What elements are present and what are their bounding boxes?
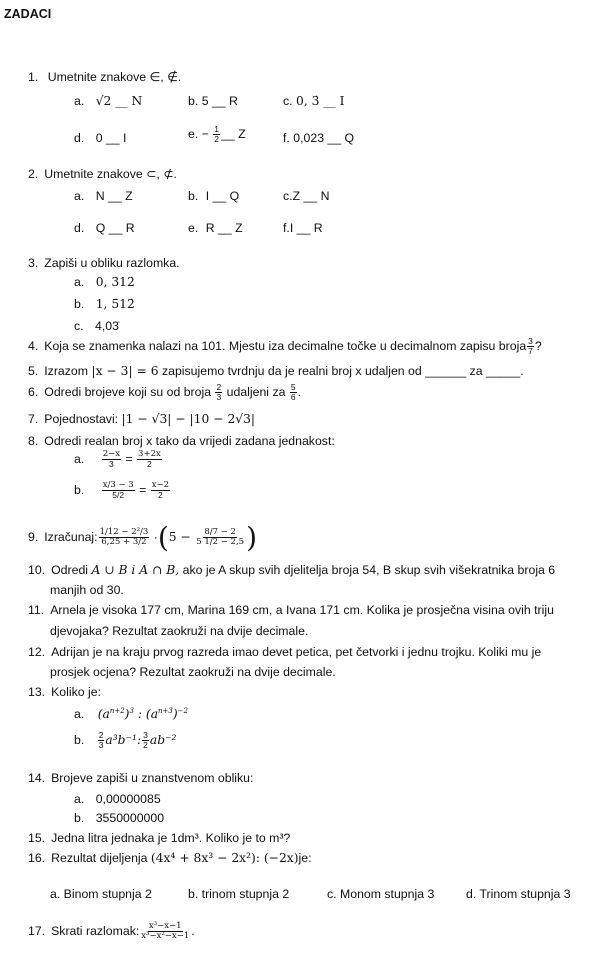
question-text: Umetnite znakove ∈, ∉. bbox=[47, 70, 182, 84]
question-16: 16. Rezultat dijeljenja (4x⁴ + 8x³ − 2x²): (−2x)je: bbox=[28, 851, 312, 865]
q8-option-b: b. $\frac{x/3 - 3}{5/2}$ = $\frac{x-2}{2}$ bbox=[74, 480, 170, 500]
q16-option-b: b. trinom stupnja 2 bbox=[188, 887, 290, 901]
question-2: 2. Umetnite znakove ⊂, ⊄. bbox=[28, 167, 177, 181]
question-10-cont: manjih od 30. bbox=[50, 583, 124, 597]
q2-option-f: f.I __ R bbox=[283, 221, 323, 235]
question-6: 6. Odredi brojeve koji su od broja $\frac{2}{3}$ udaljeni za $\frac{5}{6}$ . bbox=[28, 382, 302, 402]
q13-option-b: b. $\frac{2}{3}$ a³b⁻¹: $\frac{3}{2}$ ab⁻² bbox=[74, 730, 177, 750]
q16-option-c: c. Monom stupnja 3 bbox=[327, 887, 435, 901]
page-title: ZADACI bbox=[4, 7, 52, 21]
q2-option-c: c.Z __ N bbox=[283, 189, 330, 203]
question-17: 17. Skrati razlomak: $\frac{\text{x³−x−1}}{\text{x³−x²−x−1}}$ . bbox=[28, 921, 195, 941]
question-5: 5. Izrazom |x − 3| = 6 zapisujemo tvrdnju da je realni broj x udaljen od ______ za _____. bbox=[28, 364, 524, 378]
question-15: 15. Jedna litra jednaka je 1dm³. Koliko je to m³? bbox=[28, 831, 291, 845]
q1-option-f: f. 0,023 __ Q bbox=[283, 131, 355, 145]
q16-option-a: a. Binom stupnja 2 bbox=[50, 887, 152, 901]
q1-option-d: d. 0 __ I bbox=[74, 131, 127, 145]
question-9: 9. Izračunaj: $\frac{\text{1/12 − 2²/3}}{6,25 + 3/2}$ ·(5 − $\frac{8/7 - 2}{5 1/2 - 2,5}$ ) bbox=[28, 521, 258, 554]
q1-option-c: c. 0, 3̇ __ I bbox=[283, 94, 345, 108]
q13-option-a: a. $(a^{n+2})^3$ : $(a^{n+3})^{-2}$ bbox=[74, 707, 188, 722]
q2-option-a: a. N __ Z bbox=[74, 189, 133, 203]
q14-option-a: a. 0,00000085 bbox=[74, 792, 161, 806]
question-4: 4. Koja se znamenka nalazi na 101. Mjestu iza decimalne točke u decimalnom zapisu broja $\frac{3}{7}$ ? bbox=[28, 336, 542, 356]
q16-option-d: d. Trinom stupnja 3 bbox=[466, 887, 571, 901]
q2-option-d: d. Q __ R bbox=[74, 221, 135, 235]
question-14: 14. Brojeve zapiši u znanstvenom obliku: bbox=[28, 771, 254, 785]
q3-option-a: a. 0, 3̇12̇ bbox=[74, 275, 135, 289]
q3-option-b: b. 1, 5̇12̇ bbox=[74, 297, 135, 311]
question-1 bbox=[28, 70, 181, 84]
question-11: 11. Arnela je visoka 177 cm, Marina 169 cm, a Ivana 171 cm. Kolika je prosječna visina ovih triju bbox=[28, 603, 554, 617]
question-number: 1. bbox=[28, 70, 39, 84]
question-12: 12. Adrijan je na kraju prvog razreda imao devet petica, pet četvorki i jednu trojku. Koliki mu je bbox=[28, 645, 542, 659]
q2-option-e: e. R __ Z bbox=[188, 221, 243, 235]
question-3: 3. Zapiši u obliku razlomka. bbox=[28, 256, 180, 270]
q1-option-b: b. 5 __ R bbox=[188, 94, 238, 108]
question-10: 10. Odredi A ∪ B i A ∩ B, ako je A skup svih djelitelja broja 54, B skup svih višekratnika broja 6 bbox=[28, 563, 556, 577]
question-13: 13. Koliko je: bbox=[28, 685, 102, 699]
q1-option-a: a. √2 __ N bbox=[74, 94, 143, 108]
q2-option-b: b. I __ Q bbox=[188, 189, 240, 203]
q8-option-a: a. $\frac{2-x}{3}$ = $\frac{3+2x}{2}$ bbox=[74, 449, 161, 469]
question-12-cont: prosjek ocjena? Rezultat zaokruži na dvije decimale. bbox=[50, 665, 336, 679]
question-11-cont: djevojaka? Rezultat zaokruži na dvije decimale. bbox=[50, 624, 309, 638]
q14-option-b: b. 3550000000 bbox=[74, 811, 165, 825]
question-7: 7. Pojednostavi: |1 − √3| − |10 − 2√3| bbox=[28, 412, 256, 426]
q3-option-c: c. 4,03̇ bbox=[74, 319, 119, 333]
q1-option-e: e. − $\frac{1}{2}$ __ Z bbox=[188, 124, 246, 144]
question-8: 8. Odredi realan broj x tako da vrijedi zadana jednakost: bbox=[28, 434, 335, 448]
